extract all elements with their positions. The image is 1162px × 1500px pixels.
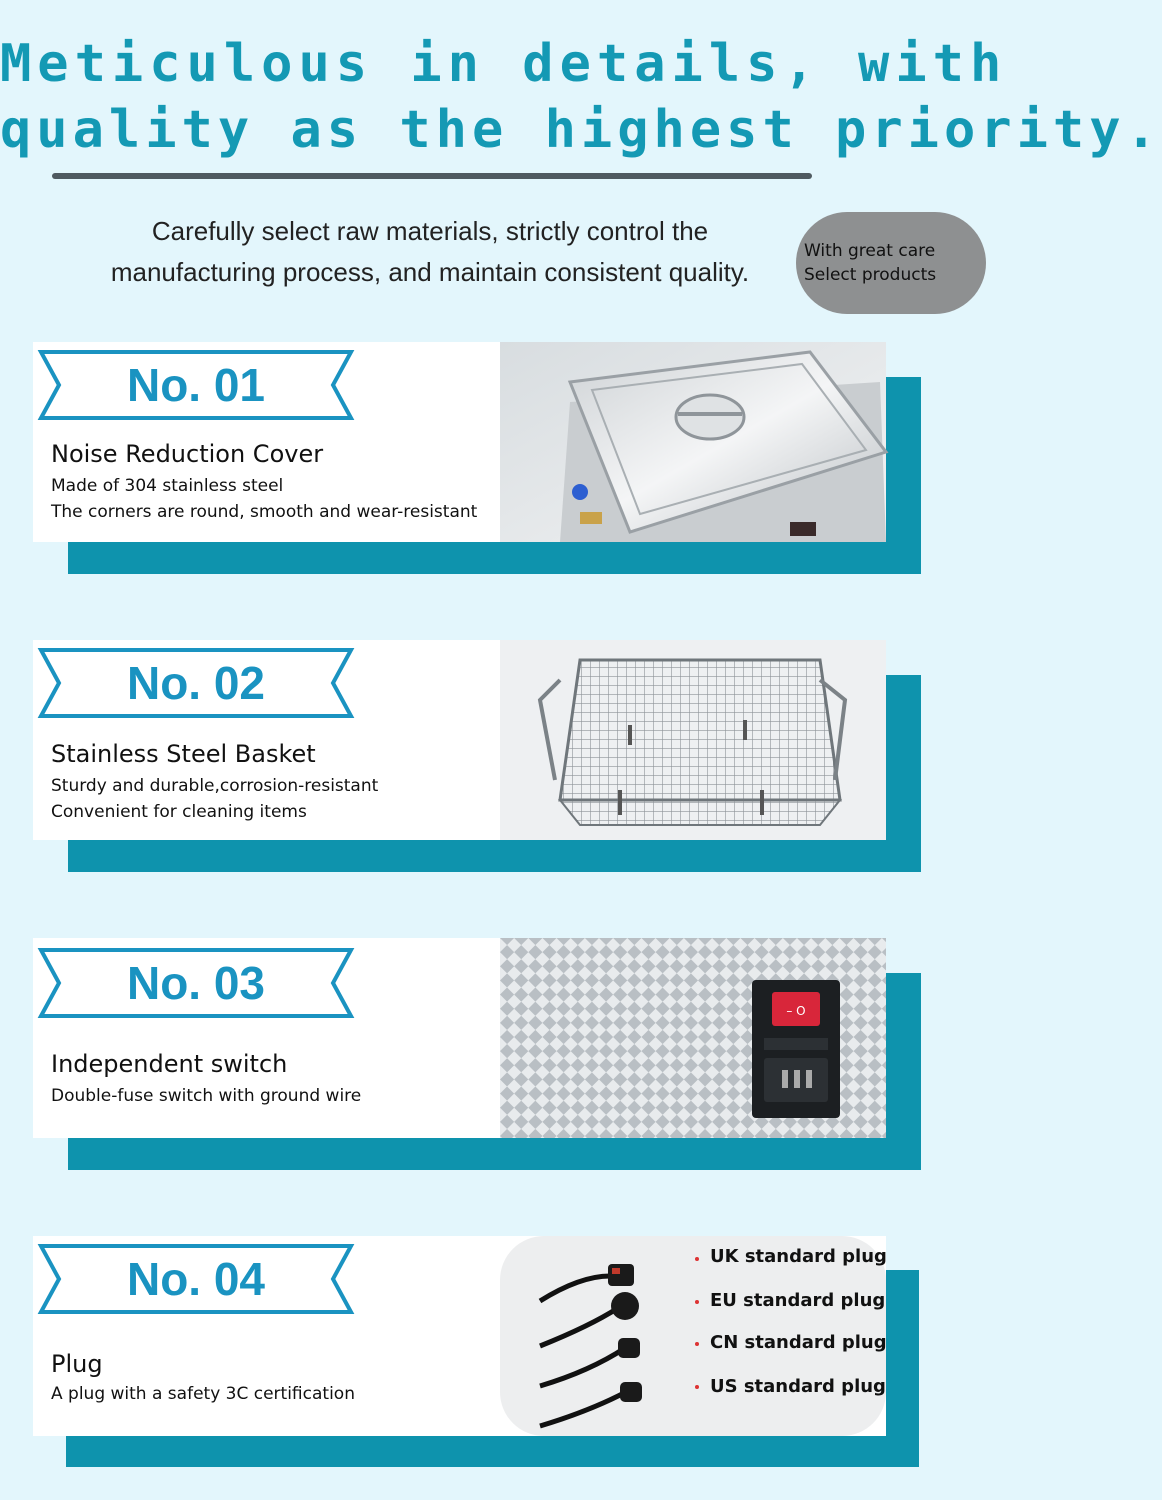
headline-divider	[52, 173, 812, 179]
feature-number: No. 02	[126, 657, 266, 709]
svg-text:– O: – O	[786, 1004, 806, 1018]
feature-title: Stainless Steel Basket	[51, 740, 316, 768]
plug-label-us: US standard plug	[710, 1376, 886, 1397]
feature-desc-1: A plug with a safety 3C certification	[51, 1384, 355, 1404]
number-tag	[39, 350, 353, 420]
feature-desc-1: Made of 304 stainless steel	[51, 476, 284, 496]
feature-desc-1: Double-fuse switch with ground wire	[51, 1086, 362, 1106]
feature-desc-1: Sturdy and durable,corrosion-resistant	[51, 776, 379, 796]
feature-number: No. 01	[126, 359, 266, 411]
number-tag	[39, 1244, 353, 1314]
plug-label-cn: CN standard plug	[710, 1332, 887, 1353]
intro-line-2: manufacturing process, and maintain consistent quality.	[110, 257, 750, 287]
feature-number: No. 03	[126, 957, 266, 1009]
feature-desc-2: The corners are round, smooth and wear-resistant	[51, 502, 478, 522]
feature-card	[33, 938, 886, 1138]
headline-line-1: Meticulous in details, with	[0, 34, 1008, 94]
feature-01	[0, 342, 950, 577]
plugs-photo	[500, 1236, 886, 1436]
feature-card	[33, 1236, 886, 1436]
feature-card	[33, 342, 886, 542]
feature-03	[0, 938, 950, 1173]
feature-title: Noise Reduction Cover	[51, 440, 324, 468]
power-switch-image	[500, 938, 886, 1138]
feature-desc-2: Convenient for cleaning items	[51, 802, 307, 822]
headline-line-2: quality as the highest priority.	[0, 100, 1162, 160]
feature-04	[0, 1236, 950, 1471]
feature-card	[33, 640, 886, 840]
feature-title: Plug	[51, 1350, 103, 1378]
care-badge	[796, 212, 986, 314]
wire-basket-image	[500, 640, 886, 840]
badge-line-2: Select products	[804, 265, 937, 285]
stainless-cover-image	[500, 342, 886, 542]
feature-number: No. 04	[126, 1253, 266, 1305]
number-tag	[39, 648, 353, 718]
number-tag	[39, 948, 353, 1018]
feature-title: Independent switch	[51, 1050, 288, 1078]
feature-02	[0, 640, 950, 875]
intro-line-1: Carefully select raw materials, strictly control the	[151, 216, 709, 246]
cover-photo	[500, 342, 886, 542]
basket-photo	[500, 640, 886, 840]
plug-label-uk: UK standard plug	[710, 1246, 887, 1267]
plug-label-eu: EU standard plug	[710, 1290, 886, 1311]
switch-photo	[500, 938, 886, 1138]
badge-line-1: With great care	[804, 241, 936, 261]
